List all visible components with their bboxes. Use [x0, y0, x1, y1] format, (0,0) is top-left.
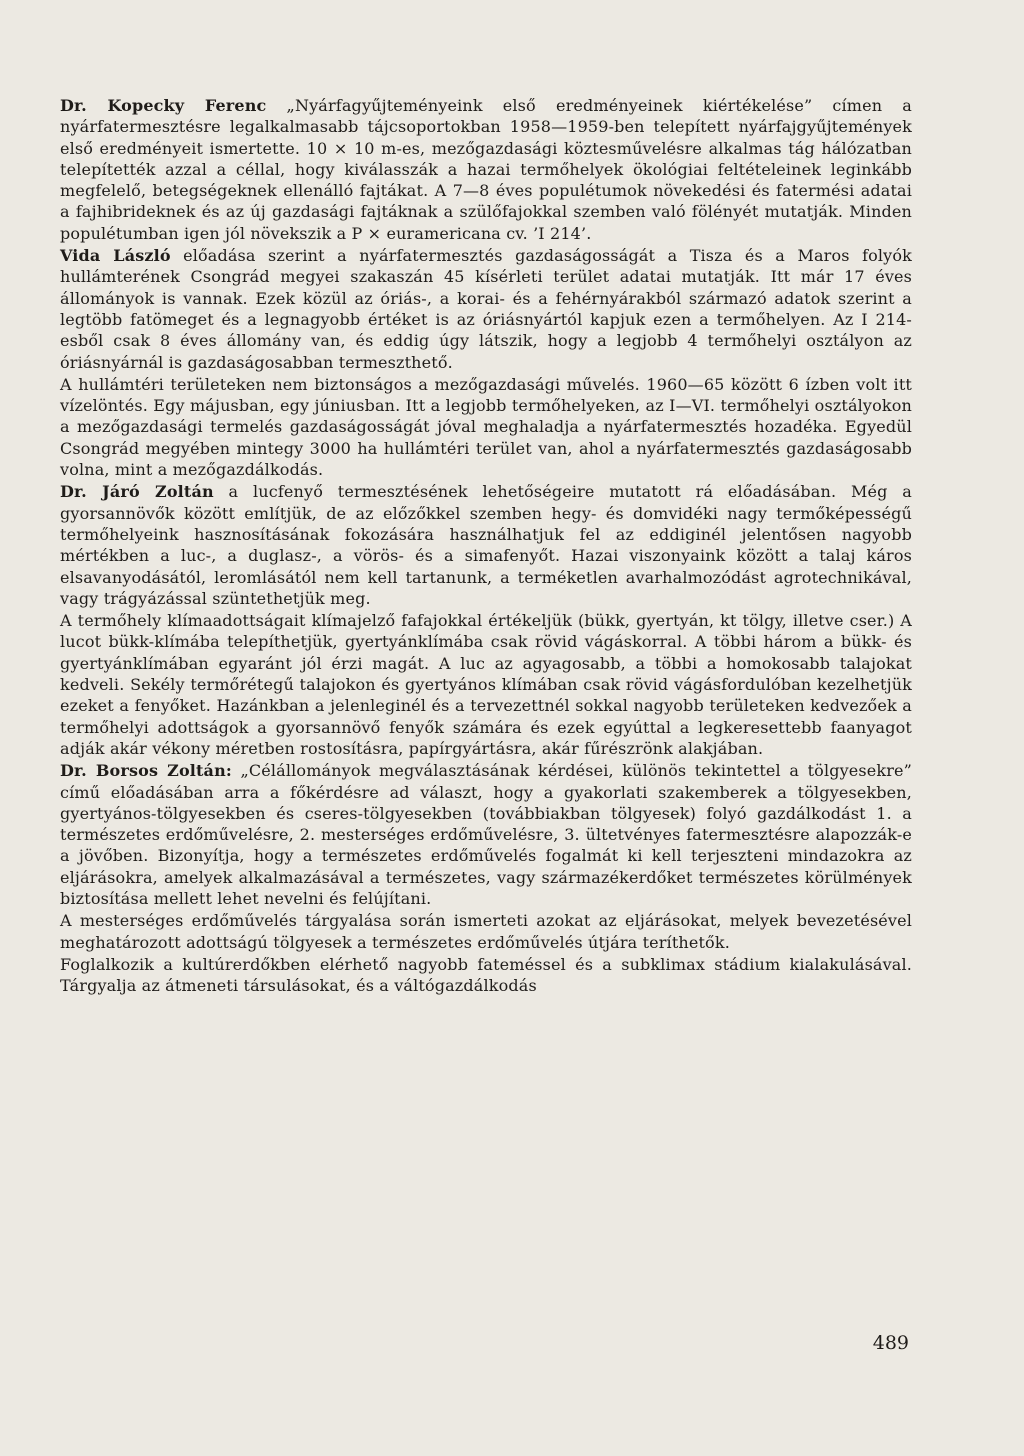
- paragraph-hullamter: [60, 374, 912, 480]
- paragraph-text: A termőhely klímaadottságait klímajelző fafajokkal értékeljük (bükk, gyertyán, kt tölgy, illetve cser.) A lucot bükk-klímába telepíthetjük, gyertyánklímába csak rövid vágáskorral. A többi három a bükk- és gyertyánklímában egyaránt jól érzi magát. A luc az agyagosabb, a többi a homokosabb talajokat kedveli. Sekély termőrétegű talajokon és gyertyános klímában csak rövid vágásfordulóban kezelhetjük ezeket a fenyőket. Hazánkban a jelenleginél és a tervezettnél sokkal nagyobb területeken kedvezőek a termőhelyi adottságok a gyorsannövő fenyők számára és ezek egyúttal a legkeresettebb faanyagot adják akár vékony méretben rostosításra, papírgyártásra, akár fűrészrönk alakjában.: [60, 611, 912, 758]
- page-number: 489: [872, 1332, 909, 1354]
- paragraph-kulturerdo: [60, 954, 912, 997]
- paragraph-text: előadása szerint a nyárfatermesztés gazdaságosságát a Tisza és a Maros folyók hullámterének Csongrád megyei szakaszán 45 kísérleti terület adatai mutatják. Itt már 17 éves állományok is vannak. Ezek közül az óriás-, a korai- és a fehérnyárakból származó adatok szerint a legtöbb fatömeget és a legnagyobb értéket is az óriásnyártól kapjuk ezen a termőhelyen. Az I 214-esből csak 8 éves állomány van, és eddig úgy látszik, hogy a legjobb 4 termőhelyi osztályon az óriásnyárnál is gazdaságosabban termeszthető.: [60, 246, 913, 372]
- paragraph-text: Foglalkozik a kultúrerdőkben elérhető nagyobb fateméssel és a subklimax stádium kialakulásával. Tárgyalja az átmeneti társulásokat, és a váltógazdálkodás: [60, 954, 912, 996]
- paragraph-text: A mesterséges erdőművelés tárgyalása során ismerteti azokat az eljárásokat, melyek bevezetésével meghatározott adottságú tölgyesek a természetes erdőművelés útjára teríthetők.: [60, 911, 912, 952]
- paragraph-text: „Nyárfagyűjteményeink első eredményeinek kiértékelése” címen a nyárfatermesztésre legalkalmasabb tájcsoportokban 1958—1959-ben telepített nyárfajgyűjtemények első eredményeit ismertette. 10 × 10 m-es, mezőgazdasági köztesművelésre alkalmas tág hálózatban telepítették azzal a céllal, hogy kiválasszák a hazai termőhelyek ökológiai feltételeinek leginkább megfelelő, betegségeknek ellenálló fajtákat. A 7—8 éves populétumok növekedési és fatermési adatai a fajhibrideknek és az új gazdasági fajtáknak a szülőfajokkal szemben való fölényét mutatják. Minden populétumban igen jól növekszik a P × euramericana cv. ’I 214’.: [60, 96, 912, 243]
- paragraph-text: A hullámtéri területeken nem biztonságos a mezőgazdasági művelés. 1960—65 között 6 ízben volt itt vízelöntés. Egy májusban, egy júniusban. Itt a legjobb termőhelyeken, az I—VI. termőhelyi osztályokon a mezőgazdasági termelés gazdaságosságát jóval meghaladja a nyárfatermesztés hozadéka. Egyedül Csongrád megyében mintegy 3000 ha hullámtéri terület van, ahol a nyárfatermesztés gazdaságosabb volna, mint a mezőgazdálkodás.: [60, 374, 912, 480]
- paragraph-text: a lucfenyő termesztésének lehetőségeire mutatott rá előadásában. Még a gyorsannövők között említjük, de az előzőkkel szemben hegy- és domvidéki nagy termőképességű termőhelyeink hasznosításának fokozására használhatjuk fel az eddiginél jelentősen nagyobb mértékben a luc-, a duglasz-, a vörös- és a simafenyőt. Hazai viszonyaink között a talaj káros elsavanyodásától, leromlásától nem kell tartanunk, a terméketlen avarhalmozódást agrotechnikával, vagy trágyázással szüntethetjük meg.: [60, 482, 912, 608]
- author-name: Vida László: [60, 246, 171, 266]
- author-name: Dr. Kopecky Ferenc: [60, 96, 267, 115]
- author-name: Dr. Járó Zoltán: [60, 482, 214, 502]
- author-name: Dr. Borsos Zoltán:: [60, 761, 232, 781]
- paragraph-text: „Célállományok megválasztásának kérdései, különös tekintettel a tölgyesekre” című előadásában arra a főkérdésre ad választ, hogy a gyakorlati szakemberek a tölgyesekben, gyertyános-tölgyesekben és cseres-tölgyesekben (továbbiakban tölgyesek) folyó gazdálkodást 1. a természetes erdőművelésre, 2. mesterséges erdőművelésre, 3. ültetvényes fatermesztésre alapozzák-e a jövőben. Bizonyítja, hogy a természetes erdőművelés fogalmát ki kell terjeszteni mindazokra az eljárásokra, amelyek alkalmazásával a természetes, vagy származékerdőket természetes körülmények biztosítása mellett lehet nevelni és felújítani.: [60, 761, 912, 908]
- paragraph-borsos: [60, 760, 912, 909]
- paragraph-klima: [60, 610, 912, 759]
- paragraph-vida: [60, 245, 912, 373]
- paragraph-jaro: [60, 481, 912, 609]
- paragraph-mesterseges: [60, 910, 912, 953]
- paragraph-kopecky: [60, 95, 912, 244]
